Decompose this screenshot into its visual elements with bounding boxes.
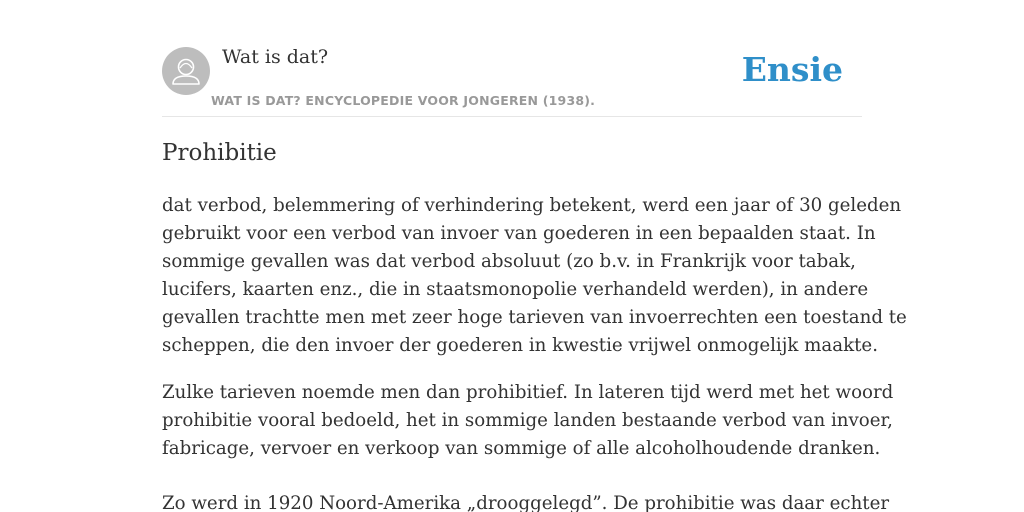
text-line: Zulke tarieven noemde men dan prohibitief. In lateren tijd werd met het woord bbox=[162, 382, 894, 403]
source-title[interactable]: Wat is dat? bbox=[222, 46, 329, 68]
text-line: sommige gevallen was dat verbod absoluut (zo b.v. in Frankrijk voor tabak, bbox=[162, 251, 856, 272]
source-header bbox=[162, 0, 862, 117]
text-line: gevallen trachtte men met zeer hoge tarieven van invoerrechten een toestand te bbox=[162, 307, 907, 328]
source-subtitle: WAT IS DAT? ENCYCLOPEDIE VOOR JONGEREN (1938). bbox=[211, 93, 596, 108]
text-line: gebruikt voor een verbod van invoer van goederen in een bepaalden staat. In bbox=[162, 223, 876, 244]
text-line: fabricage, vervoer en verkoop van sommige of alle alcoholhoudende dranken. bbox=[162, 438, 881, 459]
text-line: dat verbod, belemmering of verhindering betekent, werd een jaar of 30 geleden bbox=[162, 195, 902, 216]
article-paragraph-3 bbox=[162, 490, 890, 512]
text-line: lucifers, kaarten enz., die in staatsmonopolie verhandeld werden), in andere bbox=[162, 279, 869, 300]
page-container bbox=[162, 0, 907, 512]
text-line: Zo werd in 1920 Noord-Amerika „drooggelegd”. De prohibitie was daar echter bbox=[162, 493, 890, 512]
article-paragraph-2 bbox=[162, 379, 894, 463]
article-paragraph-1 bbox=[162, 192, 907, 360]
user-avatar-icon[interactable] bbox=[162, 47, 210, 95]
text-line: prohibitie vooral bedoeld, het in sommige landen bestaande verbod van invoer, bbox=[162, 410, 893, 431]
brand-logo[interactable]: Ensie bbox=[741, 50, 843, 89]
text-line: scheppen, die den invoer der goederen in kwestie vrijwel onmogelijk maakte. bbox=[162, 335, 878, 356]
article-title: Prohibitie bbox=[162, 140, 277, 166]
